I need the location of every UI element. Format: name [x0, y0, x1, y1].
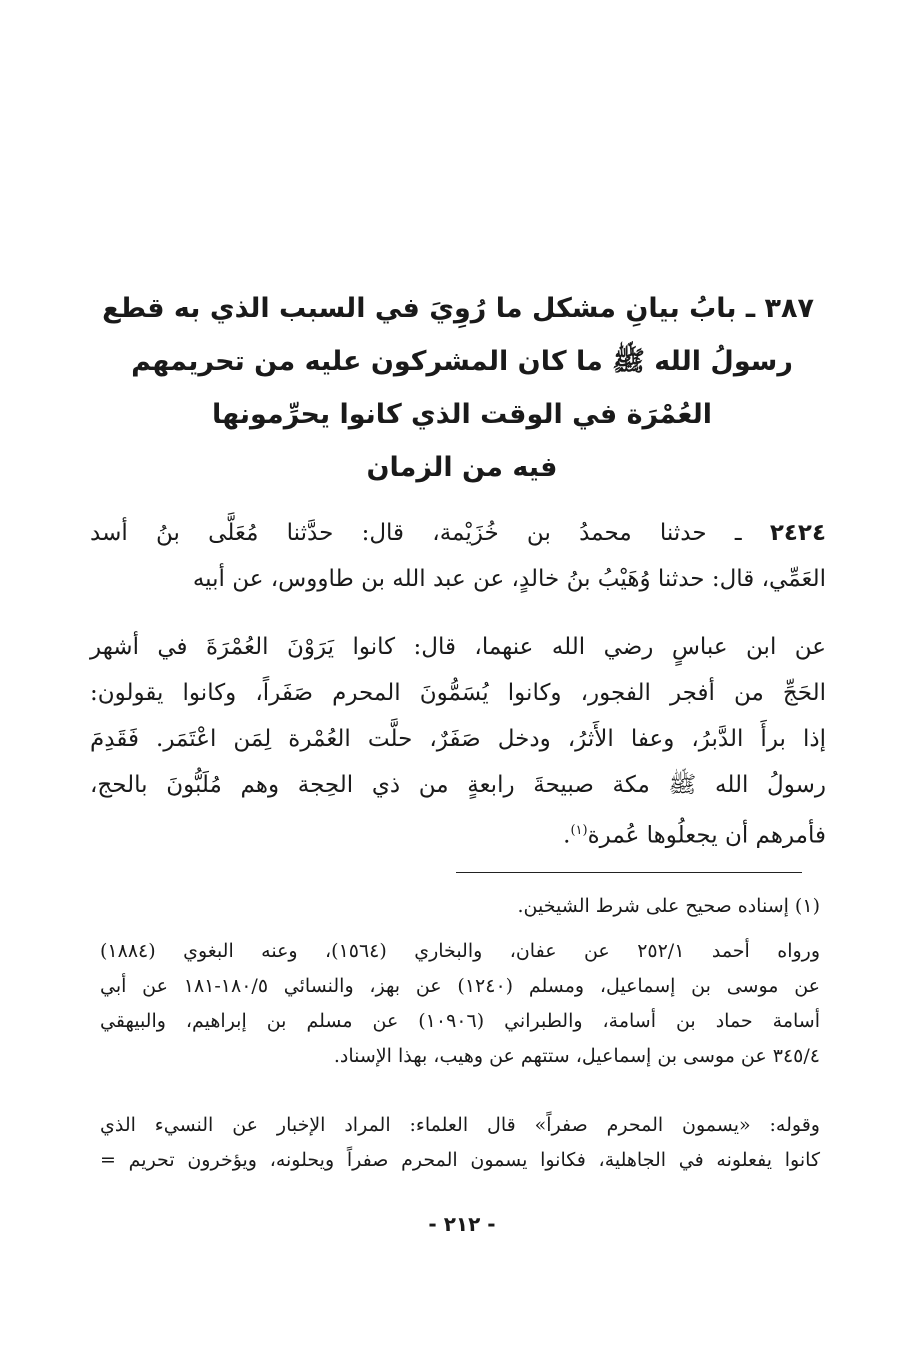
hadith-number: ٢٤٢٤ — [769, 520, 826, 546]
body-line: العَمِّي، قال: حدثنا وُهَيْبُ بنُ خالدٍ، عن عبد الله بن طاووس، عن أبيه — [192, 566, 826, 592]
heading-line: ٣٨٧ ـ بابُ بيانِ مشكل ما رُوِيَ في السبب الذي به قطع — [102, 293, 814, 324]
hadith-text-paragraph — [90, 624, 826, 854]
footnote-line: وقوله: «يسمون المحرم صفراً» قال العلماء: المراد الإخبار عن النسيء الذي — [100, 1114, 820, 1136]
footnote-1 — [100, 889, 820, 924]
body-line: إذا برأَ الدَّبرُ، وعفا الأَثرُ، ودخل صَفَرٌ، حلَّت العُمْرة لِمَن اعْتَمَر. فَقَدِمَ — [90, 726, 826, 752]
hadith-chain-paragraph — [90, 510, 826, 602]
page-number: - ٢١٢ - — [428, 1212, 496, 1236]
body-line — [90, 510, 826, 556]
footnote-1-explanation — [100, 1108, 820, 1178]
body-line: عن ابن عباسٍ رضي الله عنهما، قال: كانوا يَرَوْنَ العُمْرَةَ في أشهر — [90, 634, 826, 660]
footnote-line: أسامة حماد بن أسامة، والطبراني (١٠٩٠٦) عن مسلم بن إبراهيم، والبيهقي — [100, 1010, 820, 1032]
sentence-end: . — [563, 822, 571, 849]
body-line — [90, 808, 826, 854]
footnote-1-references — [100, 934, 820, 1074]
body-line-text: فأمرهم أن يجعلُوها عُمرة — [587, 822, 826, 849]
body-line: رسولُ الله ﷺ مكة صبيحةَ رابعةٍ من ذي الحِجة وهم مُلَبُّونَ بالحج، — [90, 772, 826, 798]
footnote-line: كانوا يفعلونه في الجاهلية، فكانوا يسمون المحرم صفراً ويحلونه، ويؤخرون تحريم = — [100, 1149, 820, 1171]
heading-line: فيه من الزمان — [366, 452, 558, 483]
body-line-text: ـ حدثنا محمدُ بن خُزَيْمة، قال: حدَّثنا مُعَلَّى بنُ أسد — [90, 520, 770, 546]
footnote-separator — [456, 872, 802, 873]
footnote-line: ورواه أحمد ٢٥٢/١ عن عفان، والبخاري (١٥٦٤)، وعنه البغوي (١٨٨٤) — [100, 940, 820, 962]
footnote-reference[interactable]: (١) — [570, 823, 588, 838]
heading-line: العُمْرَة في الوقت الذي كانوا يحرِّمونها — [211, 399, 713, 430]
heading-line: رسولُ الله ﷺ ما كان المشركون عليه من تحريمهم — [131, 346, 793, 377]
chapter-heading — [102, 282, 814, 494]
footnote-line: ٣٤٥/٤ عن موسى بن إسماعيل، ستتهم عن وهيب، بهذا الإسناد. — [333, 1045, 820, 1067]
footnote-line: عن موسى بن إسماعيل، ومسلم (١٢٤٠) عن بهز، والنسائي ١٨٠/٥-١٨١ عن أبي — [100, 975, 821, 997]
body-line: الحَجِّ من أفجر الفجور، وكانوا يُسَمُّونَ المحرم صَفَراً، وكانوا يقولون: — [90, 680, 826, 706]
footnote-line: (١) إسناده صحيح على شرط الشيخين. — [517, 895, 820, 917]
